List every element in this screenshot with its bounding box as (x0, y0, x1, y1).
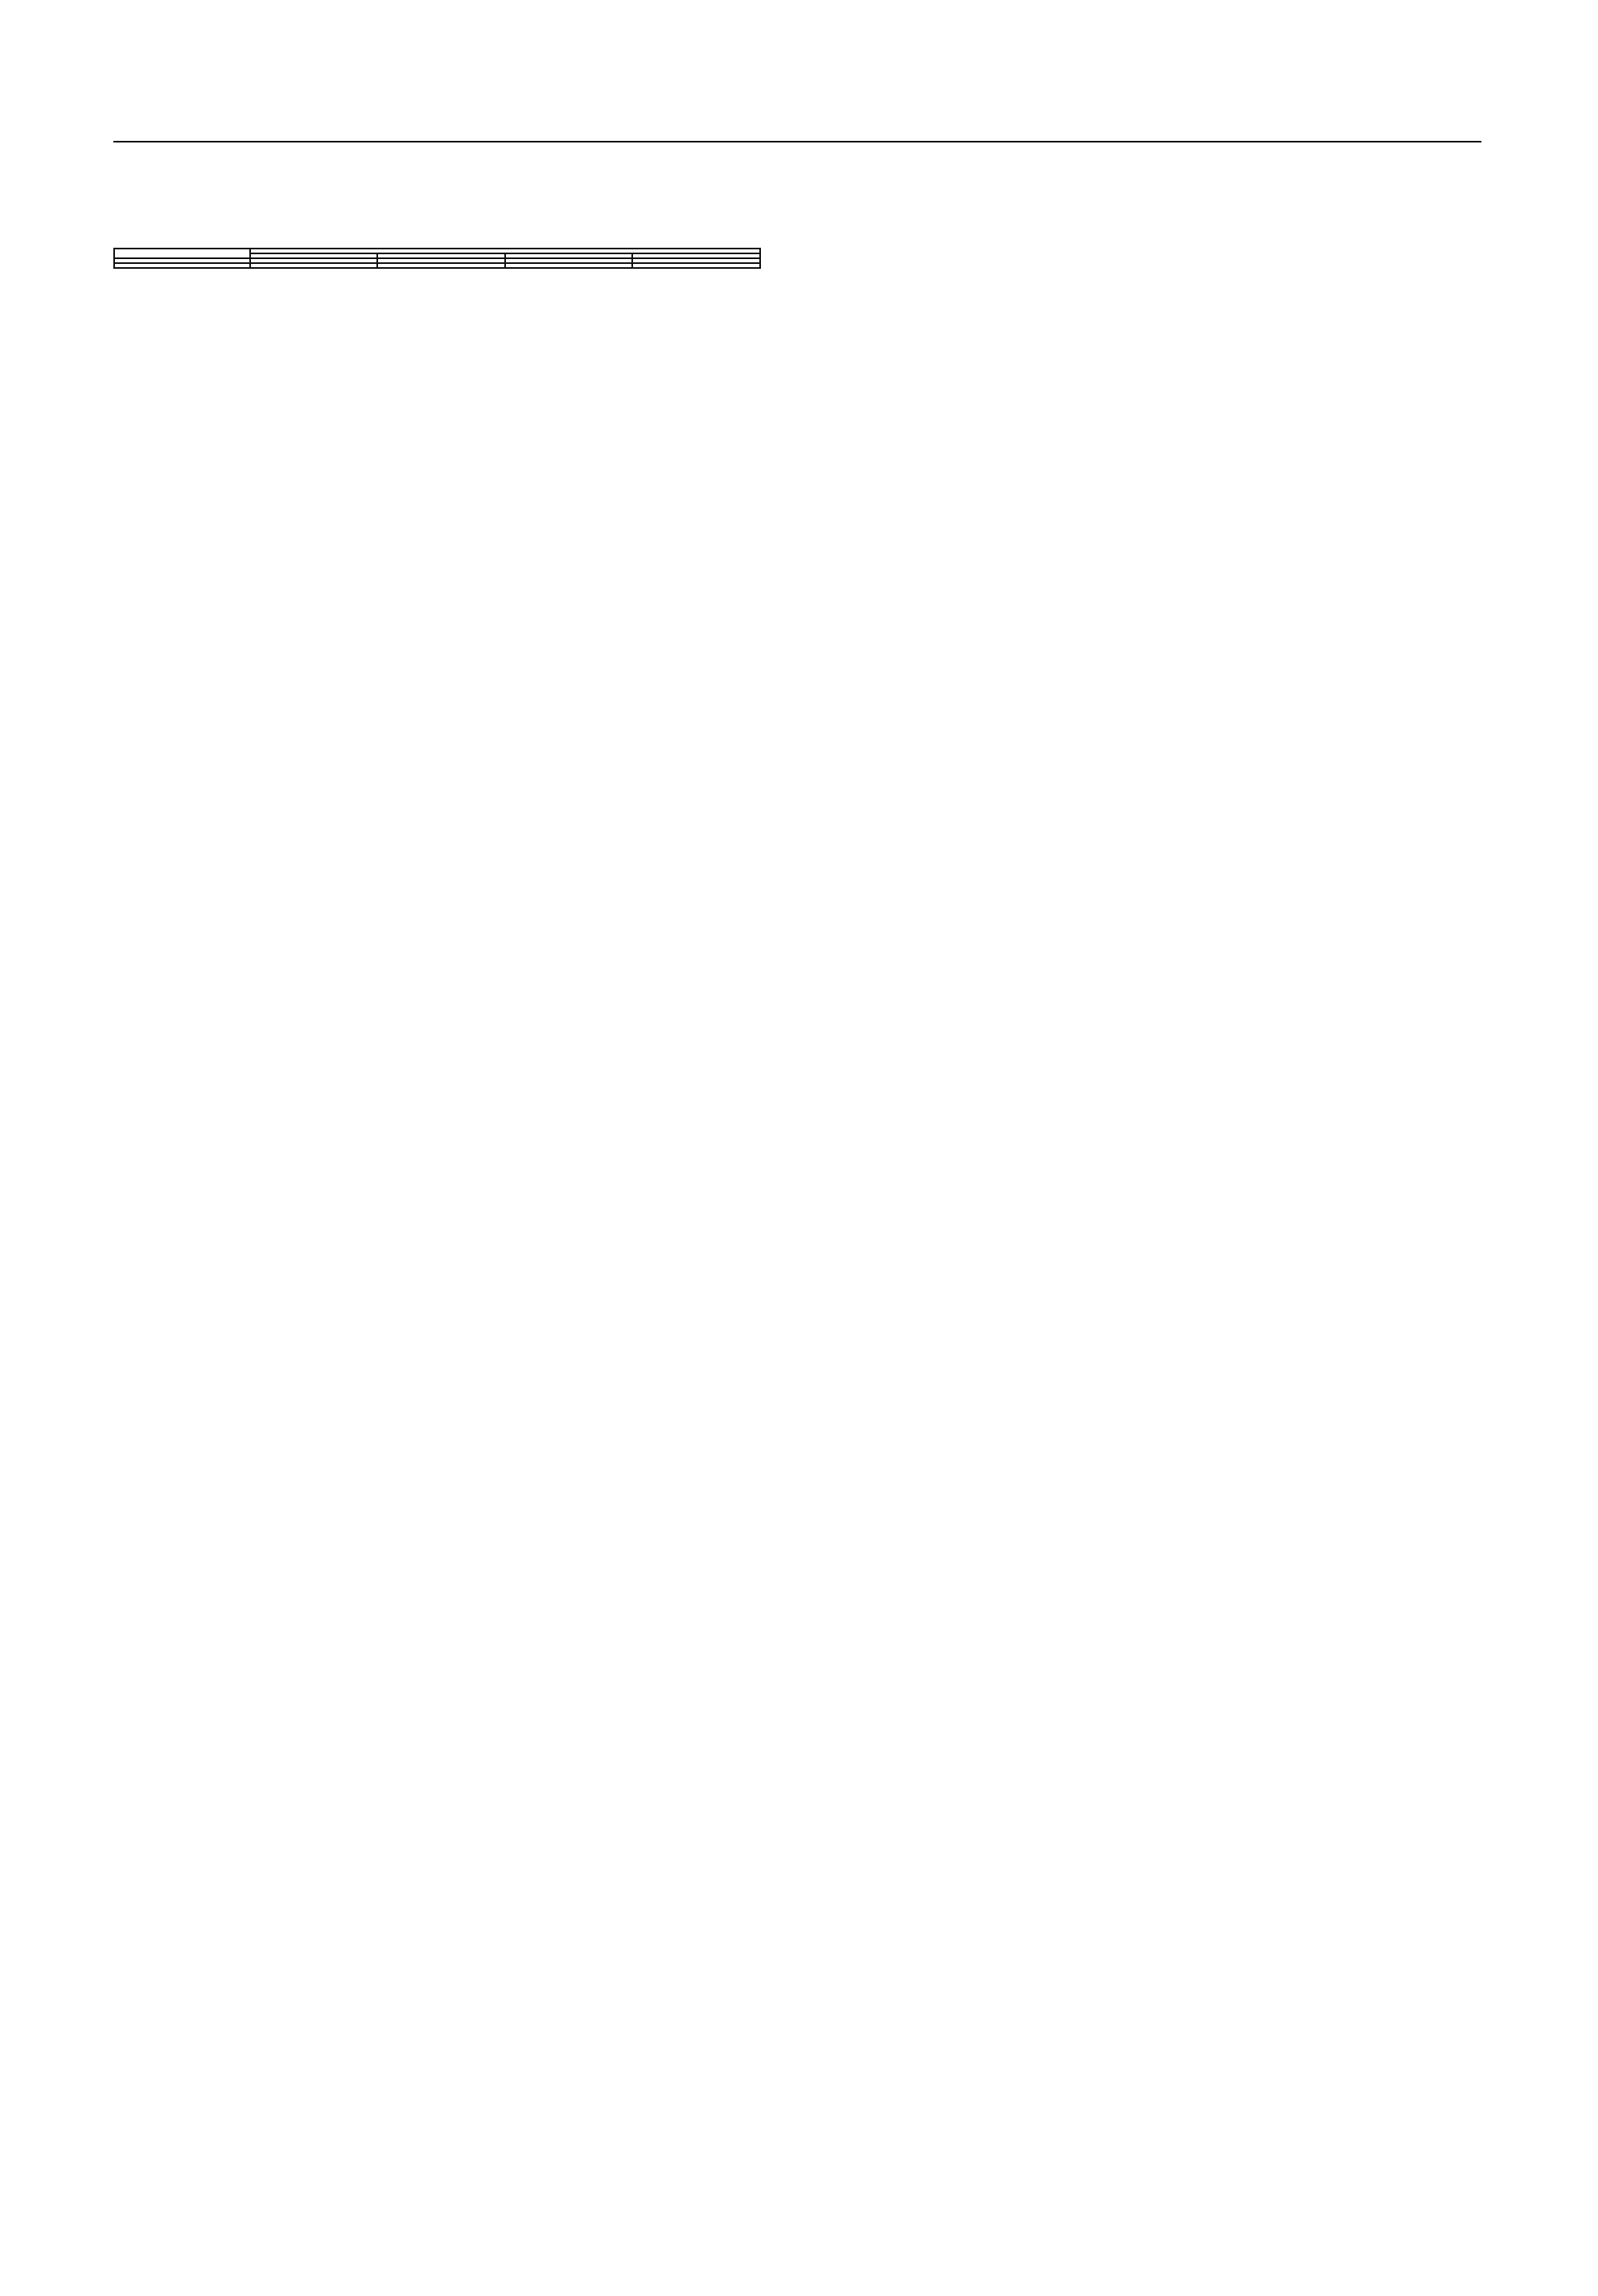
formula-2-2-39-2 (113, 290, 761, 343)
header-cell (114, 249, 250, 258)
table-cell (377, 263, 505, 268)
table-cell (114, 263, 250, 268)
table-cell (632, 263, 760, 268)
left-column (113, 170, 761, 494)
formula-2-2-39-1 (113, 180, 761, 233)
running-header (113, 96, 1481, 142)
table-cell (505, 263, 633, 268)
table-cell (250, 263, 378, 268)
formula-2-2-40-2 (113, 429, 761, 483)
table-row (114, 263, 760, 268)
right-column (810, 170, 1481, 206)
formula-2-2-40-1 (113, 364, 761, 418)
reduction-coefficient-table (113, 248, 761, 269)
